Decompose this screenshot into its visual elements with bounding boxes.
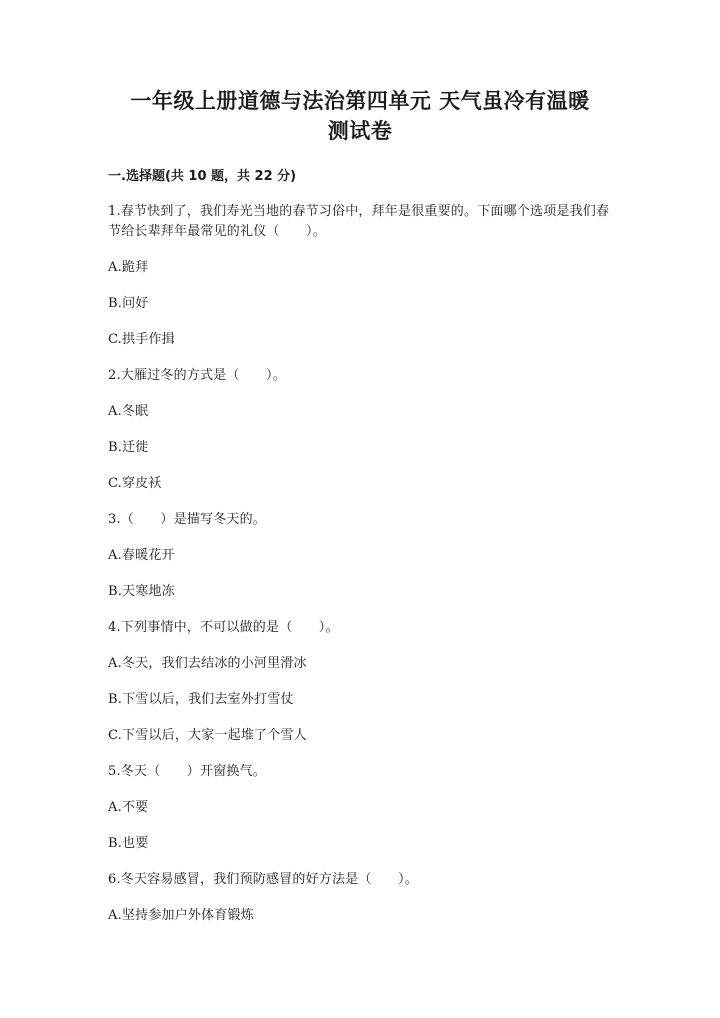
- option-2-b: B.迁徙: [108, 440, 149, 455]
- question-6: 6.冬天容易感冒，我们预防感冒的好方法是（ ）。: [108, 872, 418, 887]
- option-5-b: B.也要: [108, 836, 149, 851]
- option-4-c: C.下雪以后，大家一起堆了个雪人: [108, 728, 307, 743]
- option-3-a: A.春暖花开: [108, 548, 175, 563]
- option-1-b: B.问好: [108, 296, 149, 311]
- question-4: 4.下列事情中，不可以做的是（ ）。: [108, 620, 339, 635]
- title-line-1: 一年级上册道德与法治第四单元 天气虽冷有温暖: [130, 89, 590, 113]
- option-2-c: C.穿皮袄: [108, 476, 162, 491]
- section-heading: 一.选择题(共 10 题，共 22 分): [108, 169, 297, 184]
- option-2-a: A.冬眠: [108, 404, 149, 419]
- option-4-b: B.下雪以后，我们去室外打雪仗: [108, 692, 294, 707]
- question-1: 1.春节快到了，我们寿光当地的春节习俗中，拜年是很重要的。下面哪个选项是我们春节给长辈拜年最常见的礼仪（ ）。: [108, 204, 610, 239]
- option-1-c: C.拱手作揖: [108, 332, 175, 347]
- page-title: [108, 0, 612, 146]
- question-2: 2.大雁过冬的方式是（ ）。: [108, 368, 286, 383]
- title-line-2: 测试卷: [327, 119, 393, 143]
- option-5-a: A.不要: [108, 800, 149, 815]
- option-1-a: A.跪拜: [108, 260, 149, 275]
- question-list: [108, 202, 612, 926]
- question-5: 5.冬天（ ）开窗换气。: [108, 764, 267, 779]
- option-3-b: B.天寒地冻: [108, 584, 175, 599]
- question-3: 3.（ ）是描写冬天的。: [108, 512, 267, 527]
- option-6-a: A.坚持参加户外体育锻炼: [108, 908, 254, 923]
- option-4-a: A.冬天，我们去结冰的小河里滑冰: [108, 656, 307, 671]
